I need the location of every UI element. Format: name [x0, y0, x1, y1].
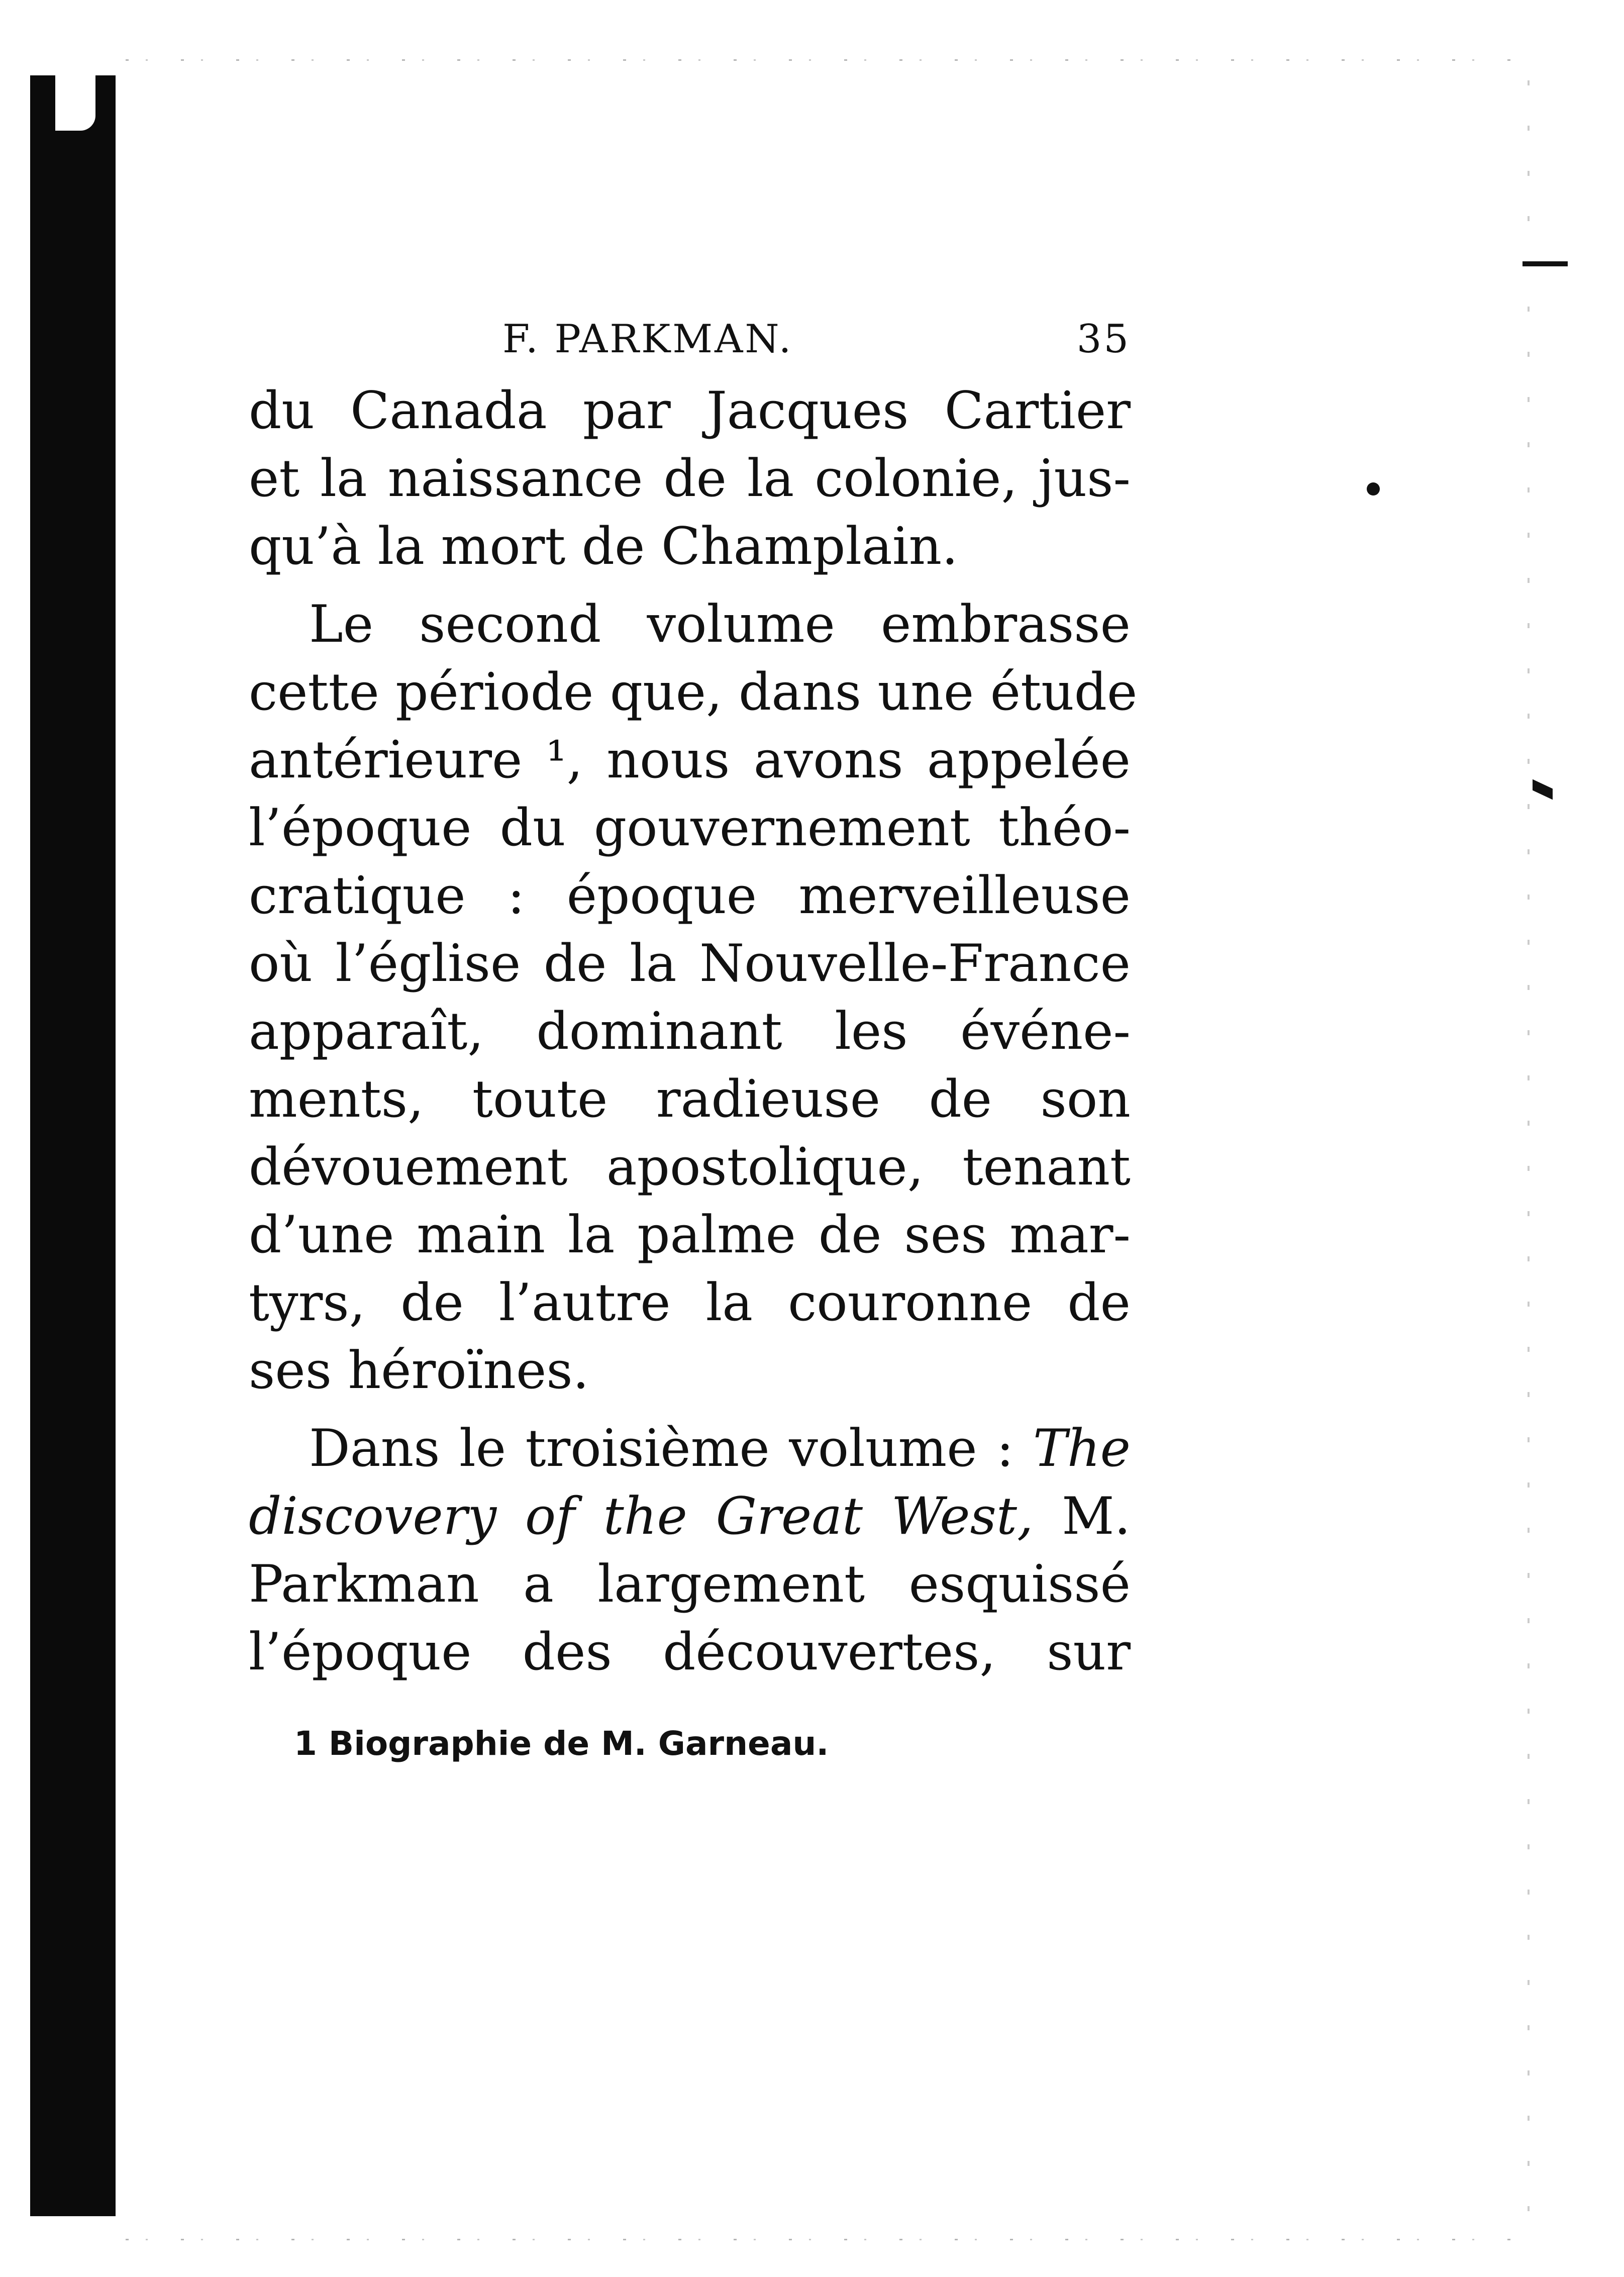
text-line: apparaît, dominant les événe- — [249, 1002, 1131, 1061]
book-page — [249, 307, 1138, 1766]
paragraph — [249, 590, 1138, 1405]
text-line: antérieure ¹, nous avons appelée — [249, 730, 1131, 790]
paragraph — [249, 1415, 1131, 1686]
text-line: et la naissance de la colonie, jus- — [249, 449, 1131, 509]
running-header — [249, 307, 1131, 377]
text-line: discovery of the Great West, M. — [249, 1487, 1131, 1546]
book-title-italic: discovery of the Great West, — [249, 1487, 1034, 1546]
text-line: d’une main la palme de ses mar- — [249, 1205, 1131, 1265]
ink-speck — [1367, 482, 1380, 496]
page-number: 35 — [1076, 317, 1131, 362]
text-line: l’époque des découvertes, sur — [249, 1622, 1131, 1682]
text-line: cette période que, dans une étude — [249, 662, 1138, 722]
text-line: Dans le troisième volume : The — [309, 1419, 1131, 1478]
paragraph — [249, 377, 1131, 580]
binding-notch — [55, 75, 95, 131]
scan-edge-top — [126, 59, 1522, 61]
text-line: du Canada par Jacques Cartier — [249, 381, 1131, 441]
text-line: qu’à la mort de Champlain. — [249, 517, 958, 576]
text-line: ments, toute radieuse de son — [249, 1069, 1131, 1129]
text-line: tyrs, de l’autre la couronne de — [249, 1273, 1131, 1333]
text-line: cratique : époque merveilleuse — [249, 866, 1131, 926]
text-line: ses héroïnes. — [249, 1341, 589, 1401]
text-line: dévouement apostolique, tenant — [249, 1137, 1131, 1197]
text-line: l’époque du gouvernement théo- — [249, 798, 1131, 858]
body-text — [249, 377, 1138, 1686]
text-line: Parkman a largement esquissé — [249, 1554, 1131, 1614]
scan-edge-right — [1528, 80, 1530, 2231]
running-title: F. PARKMAN. — [502, 317, 793, 362]
text-line: où l’église de la Nouvelle-France — [249, 934, 1131, 994]
ink-mark — [1533, 779, 1553, 800]
book-title-italic: The — [1033, 1419, 1131, 1478]
text-line: Le second volume embrasse — [309, 595, 1131, 654]
binding-shadow — [30, 75, 116, 2216]
footnote: 1 Biographie de M. Garneau. — [294, 1724, 829, 1763]
scan-edge-bottom — [126, 2239, 1522, 2240]
ink-mark — [1522, 261, 1568, 266]
